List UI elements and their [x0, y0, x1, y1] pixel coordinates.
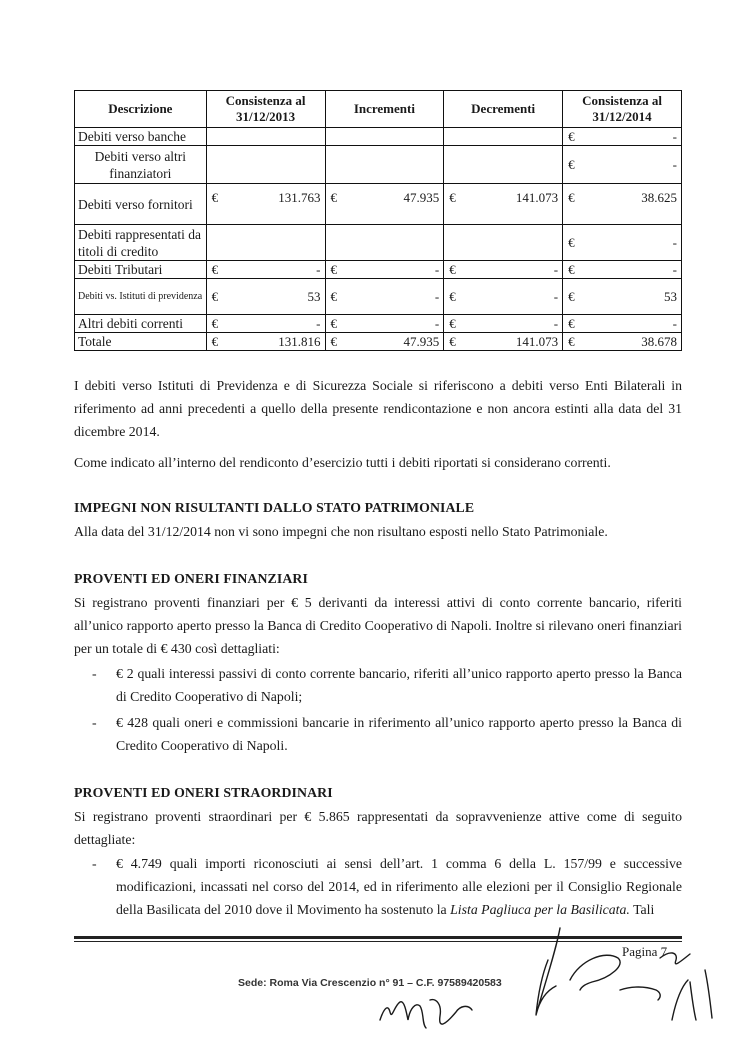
- currency-symbol: €: [330, 333, 338, 349]
- currency-symbol: €: [330, 288, 338, 304]
- col-consistenza-2013: [206, 225, 325, 261]
- amount-value: 53: [307, 288, 321, 304]
- paragraph-proventi-straordinari: Si registrano proventi straordinari per € 5.865 rappresentati da sopravvenienze attive come di seguito dettagliate:: [74, 809, 682, 847]
- currency-symbol: €: [568, 128, 575, 144]
- currency-symbol: €: [568, 333, 575, 349]
- amount-value: 131.816: [278, 333, 321, 349]
- amount-value: -: [434, 288, 440, 304]
- amount-value: -: [672, 156, 677, 172]
- col-consistenza-2014: [563, 184, 682, 225]
- table-row: [75, 333, 682, 351]
- col-consistenza-2013: [206, 315, 325, 333]
- table-row: [75, 128, 682, 146]
- list-item-text: € 428 quali oneri e commissioni bancarie in riferimento all’unico rapporto aperto presso la Banca di Credito Cooperativo di Napoli.: [116, 715, 682, 753]
- col-consistenza-2014: [563, 128, 682, 146]
- currency-symbol: €: [568, 190, 575, 205]
- col-consistenza-2014: [563, 146, 682, 184]
- paragraph-debiti-correnti: Come indicato all’interno del rendiconto d’esercizio tutti i debiti riportati si considerano correnti.: [74, 455, 611, 470]
- table-row: [75, 225, 682, 261]
- col-decrementi: [444, 146, 563, 184]
- col-consistenza-2014: [563, 261, 682, 279]
- amount-value: 38.678: [641, 333, 677, 349]
- list-item-importi-riconosciuti: [92, 852, 682, 921]
- currency-symbol: €: [568, 156, 575, 172]
- currency-symbol: €: [330, 261, 338, 277]
- amount-value: 141.073: [515, 190, 559, 205]
- col-decrementi: [444, 184, 563, 225]
- amount-value: -: [316, 315, 321, 331]
- col-incrementi: [325, 184, 444, 225]
- header-descrizione: Descrizione: [75, 91, 207, 128]
- table-row: [75, 279, 682, 315]
- currency-symbol: €: [211, 288, 219, 304]
- handwritten-signature: [360, 920, 720, 1055]
- bullet-dash: -: [92, 715, 97, 730]
- currency-symbol: €: [449, 261, 456, 277]
- currency-symbol: €: [211, 261, 219, 277]
- row-description: Debiti verso fornitori: [75, 184, 207, 225]
- amount-value: 47.935: [403, 333, 440, 349]
- row-description: Debiti vs. Istituti di previdenza: [75, 279, 207, 315]
- table-body: [75, 128, 682, 351]
- currency-symbol: €: [449, 315, 456, 331]
- currency-symbol: €: [330, 190, 338, 205]
- header-consistenza-2014: Consistenza al 31/12/2014: [563, 91, 682, 128]
- row-description: Debiti verso banche: [75, 128, 207, 146]
- currency-symbol: €: [568, 315, 575, 331]
- amount-value: -: [672, 261, 677, 277]
- col-consistenza-2014: [563, 225, 682, 261]
- row-description: Debiti verso altri finanziatori: [75, 146, 207, 184]
- amount-value: 53: [664, 288, 677, 304]
- amount-value: -: [672, 128, 677, 144]
- bullet-dash: -: [92, 856, 97, 871]
- amount-value: 38.625: [641, 190, 677, 205]
- row-description: Altri debiti correnti: [75, 315, 207, 333]
- currency-symbol: €: [449, 288, 456, 304]
- col-decrementi: [444, 315, 563, 333]
- col-incrementi: [325, 279, 444, 315]
- heading-proventi-straordinari: PROVENTI ED ONERI STRAORDINARI: [74, 785, 333, 800]
- col-decrementi: [444, 261, 563, 279]
- table-row: [75, 315, 682, 333]
- col-consistenza-2014: [563, 279, 682, 315]
- list-item-text-part: Tali: [629, 902, 655, 917]
- currency-symbol: €: [449, 333, 456, 349]
- currency-symbol: €: [568, 261, 575, 277]
- col-incrementi: [325, 261, 444, 279]
- currency-symbol: €: [211, 333, 219, 349]
- page-number: Pagina 7: [622, 944, 668, 959]
- table-row: [75, 261, 682, 279]
- table-row: [75, 184, 682, 225]
- paragraph-istituti-previdenza: I debiti verso Istituti di Previdenza e di Sicurezza Sociale si riferiscono a debiti verso Enti Bilaterali in riferimento ad anni precedenti a quello della presente rendicontazione e non ancora estinti alla data del 31 dicembre 2014.: [74, 378, 682, 439]
- col-incrementi: [325, 225, 444, 261]
- col-consistenza-2013: [206, 333, 325, 351]
- amount-value: -: [553, 315, 559, 331]
- row-description: Debiti rappresentati da titoli di credito: [75, 225, 207, 261]
- currency-symbol: €: [568, 234, 575, 250]
- col-consistenza-2013: [206, 128, 325, 146]
- amount-value: -: [672, 315, 677, 331]
- lista-pagliuca-italic: Lista Pagliuca per la Basilicata.: [450, 902, 630, 917]
- list-item-text: [116, 852, 682, 921]
- col-consistenza-2013: [206, 261, 325, 279]
- paragraph-impegni: Alla data del 31/12/2014 non vi sono impegni che non risultano esposti nello Stato Patrimoniale.: [74, 524, 608, 539]
- amount-value: -: [316, 261, 321, 277]
- list-item-text: € 2 quali interessi passivi di conto corrente bancario, riferiti all’unico rapporto aperto presso la Banca di Credito Cooperativo di Napoli;: [116, 666, 682, 704]
- col-decrementi: [444, 279, 563, 315]
- heading-impegni: IMPEGNI NON RISULTANTI DALLO STATO PATRIMONIALE: [74, 500, 475, 515]
- col-incrementi: [325, 333, 444, 351]
- col-incrementi: [325, 146, 444, 184]
- table-row: [75, 146, 682, 184]
- col-consistenza-2013: [206, 184, 325, 225]
- header-decrementi: Decrementi: [444, 91, 563, 128]
- header-consistenza-2013: Consistenza al 31/12/2013: [206, 91, 325, 128]
- table-header-row: [75, 91, 682, 128]
- amount-value: -: [553, 261, 559, 277]
- amount-value: -: [553, 288, 559, 304]
- list-item-text-part: € 4.749 quali importi riconosciuti ai sensi dell’art. 1 comma 6 della L. 157/99 e successive modificazioni, incassati nel corso del 2014, ed in riferimento alle elezioni per il Consiglio Regionale della Basilicata del 2010 dove il Movimento ha sostenuto la: [116, 856, 682, 917]
- list-item-oneri-commissioni: [92, 711, 682, 757]
- col-consistenza-2013: [206, 146, 325, 184]
- currency-symbol: €: [449, 190, 456, 205]
- amount-value: -: [434, 261, 440, 277]
- col-decrementi: [444, 128, 563, 146]
- footer-sede: Sede: Roma Via Crescenzio n° 91 – C.F. 97589420583: [238, 977, 502, 989]
- list-item-interessi-passivi: [92, 662, 682, 708]
- col-consistenza-2014: [563, 315, 682, 333]
- amount-value: -: [434, 315, 440, 331]
- bullet-dash: -: [92, 666, 97, 681]
- paragraph-proventi-finanziari: Si registrano proventi finanziari per € 5 derivanti da interessi attivi di conto corrente bancario, riferiti all’unico rapporto aperto presso la Banca di Credito Cooperativo di Napoli. Inoltre si rilevano oneri finanziari per un totale di € 430 così dettagliati:: [74, 595, 682, 656]
- amount-value: -: [672, 234, 677, 250]
- col-incrementi: [325, 315, 444, 333]
- currency-symbol: €: [211, 190, 219, 205]
- heading-proventi-finanziari: PROVENTI ED ONERI FINANZIARI: [74, 571, 308, 586]
- currency-symbol: €: [211, 315, 219, 331]
- amount-value: 47.935: [403, 190, 440, 205]
- col-decrementi: [444, 333, 563, 351]
- amount-value: 131.763: [278, 190, 321, 205]
- row-description: Totale: [75, 333, 207, 351]
- currency-symbol: €: [330, 315, 338, 331]
- debts-table: [74, 90, 682, 351]
- currency-symbol: €: [568, 288, 575, 304]
- col-decrementi: [444, 225, 563, 261]
- header-incrementi: Incrementi: [325, 91, 444, 128]
- col-consistenza-2013: [206, 279, 325, 315]
- col-incrementi: [325, 128, 444, 146]
- amount-value: 141.073: [515, 333, 559, 349]
- row-description: Debiti Tributari: [75, 261, 207, 279]
- col-consistenza-2014: [563, 333, 682, 351]
